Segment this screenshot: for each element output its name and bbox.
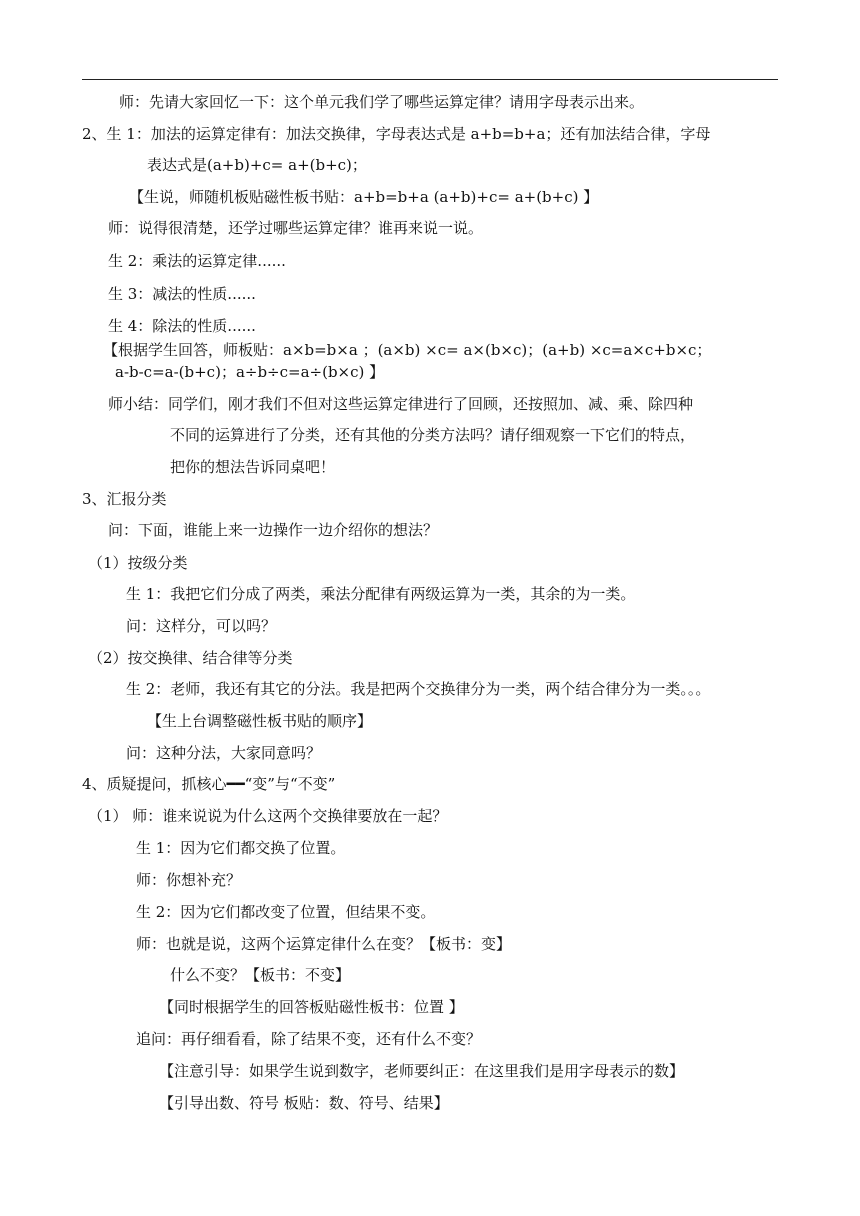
subsection-heading: （1）按级分类 — [88, 554, 188, 572]
text-line: 问：下面，谁能上来一边操作一边介绍你的想法？ — [108, 521, 439, 539]
text-line: 追问：再仔细看看，除了结果不变，还有什么不变？ — [136, 1030, 482, 1048]
text-line: 生 2：因为它们都改变了位置，但结果不变。 — [136, 903, 436, 921]
subsection-heading: （2）按交换律、结合律等分类 — [88, 649, 293, 667]
text-line: 生 2：乘法的运算定律...... — [108, 252, 286, 270]
text-line: 2、生 1：加法的运算定律有：加法交换律，字母表达式是 a+b=b+a；还有加法结合律，字母 — [82, 125, 711, 143]
text-line: 把你的想法告诉同桌吧！ — [170, 458, 336, 476]
text-line: 师：你想补充？ — [136, 871, 242, 889]
text-line: 问：这样分，可以吗？ — [126, 617, 277, 635]
text-line: 什么不变？【板书：不变】 — [170, 966, 351, 984]
text-line: 不同的运算进行了分类，还有其他的分类方法吗？请仔细观察一下它们的特点， — [170, 426, 696, 444]
text-line: 师：先请大家回忆一下：这个单元我们学了哪些运算定律？请用字母表示出来。 — [119, 93, 645, 111]
text-line: 【根据学生回答，师板贴：a×b=b×a ；(a×b) ×c= a×(b×c)；(a+b) ×c=a×c+b×c； — [103, 341, 712, 359]
section-heading: 3、汇报分类 — [82, 490, 167, 508]
text-line: 生 2：老师，我还有其它的分法。我是把两个交换律分为一类，两个结合律分为一类。。。 — [126, 680, 711, 698]
text-line: 师：说得很清楚，还学过哪些运算定律？谁再来说一说。 — [108, 219, 484, 237]
text-line: 【生说，师随机板贴磁性板书贴：a+b=b+a (a+b)+c= a+(b+c) 】 — [129, 188, 599, 206]
text-line: 【引导出数、符号 板贴：数、符号、结果】 — [159, 1094, 449, 1112]
text-line: 生 1：我把它们分成了两类，乘法分配律有两级运算为一类，其余的为一类。 — [126, 585, 636, 603]
text-line: 生 4：除法的性质...... — [108, 317, 256, 335]
text-line: 问：这种分法，大家同意吗？ — [126, 744, 322, 762]
text-line: 生 1：因为它们都交换了位置。 — [136, 839, 346, 857]
section-heading: 4、质疑提问，抓核心━━“变”与“不变” — [82, 775, 336, 793]
text-line: 师小结：同学们，刚才我们不但对这些运算定律进行了回顾，还按照加、减、乘、除四种 — [108, 395, 694, 413]
text-line: 【生上台调整磁性板书贴的顺序】 — [147, 712, 373, 730]
text-line: 师：也就是说，这两个运算定律什么在变？【板书：变】 — [136, 935, 512, 953]
text-line: （1） 师：谁来说说为什么这两个交换律要放在一起？ — [88, 807, 448, 825]
text-line: a-b-c=a-(b+c)；a÷b÷c=a÷(b×c) 】 — [115, 363, 385, 381]
text-line: 表达式是(a+b)+c= a+(b+c)； — [147, 156, 367, 174]
text-line: 生 3：减法的性质...... — [108, 285, 256, 303]
text-line: 【同时根据学生的回答板贴磁性板书：位置 】 — [159, 998, 464, 1016]
header-rule — [82, 79, 778, 80]
text-line: 【注意引导：如果学生说到数字，老师要纠正：在这里我们是用字母表示的数】 — [159, 1062, 685, 1080]
